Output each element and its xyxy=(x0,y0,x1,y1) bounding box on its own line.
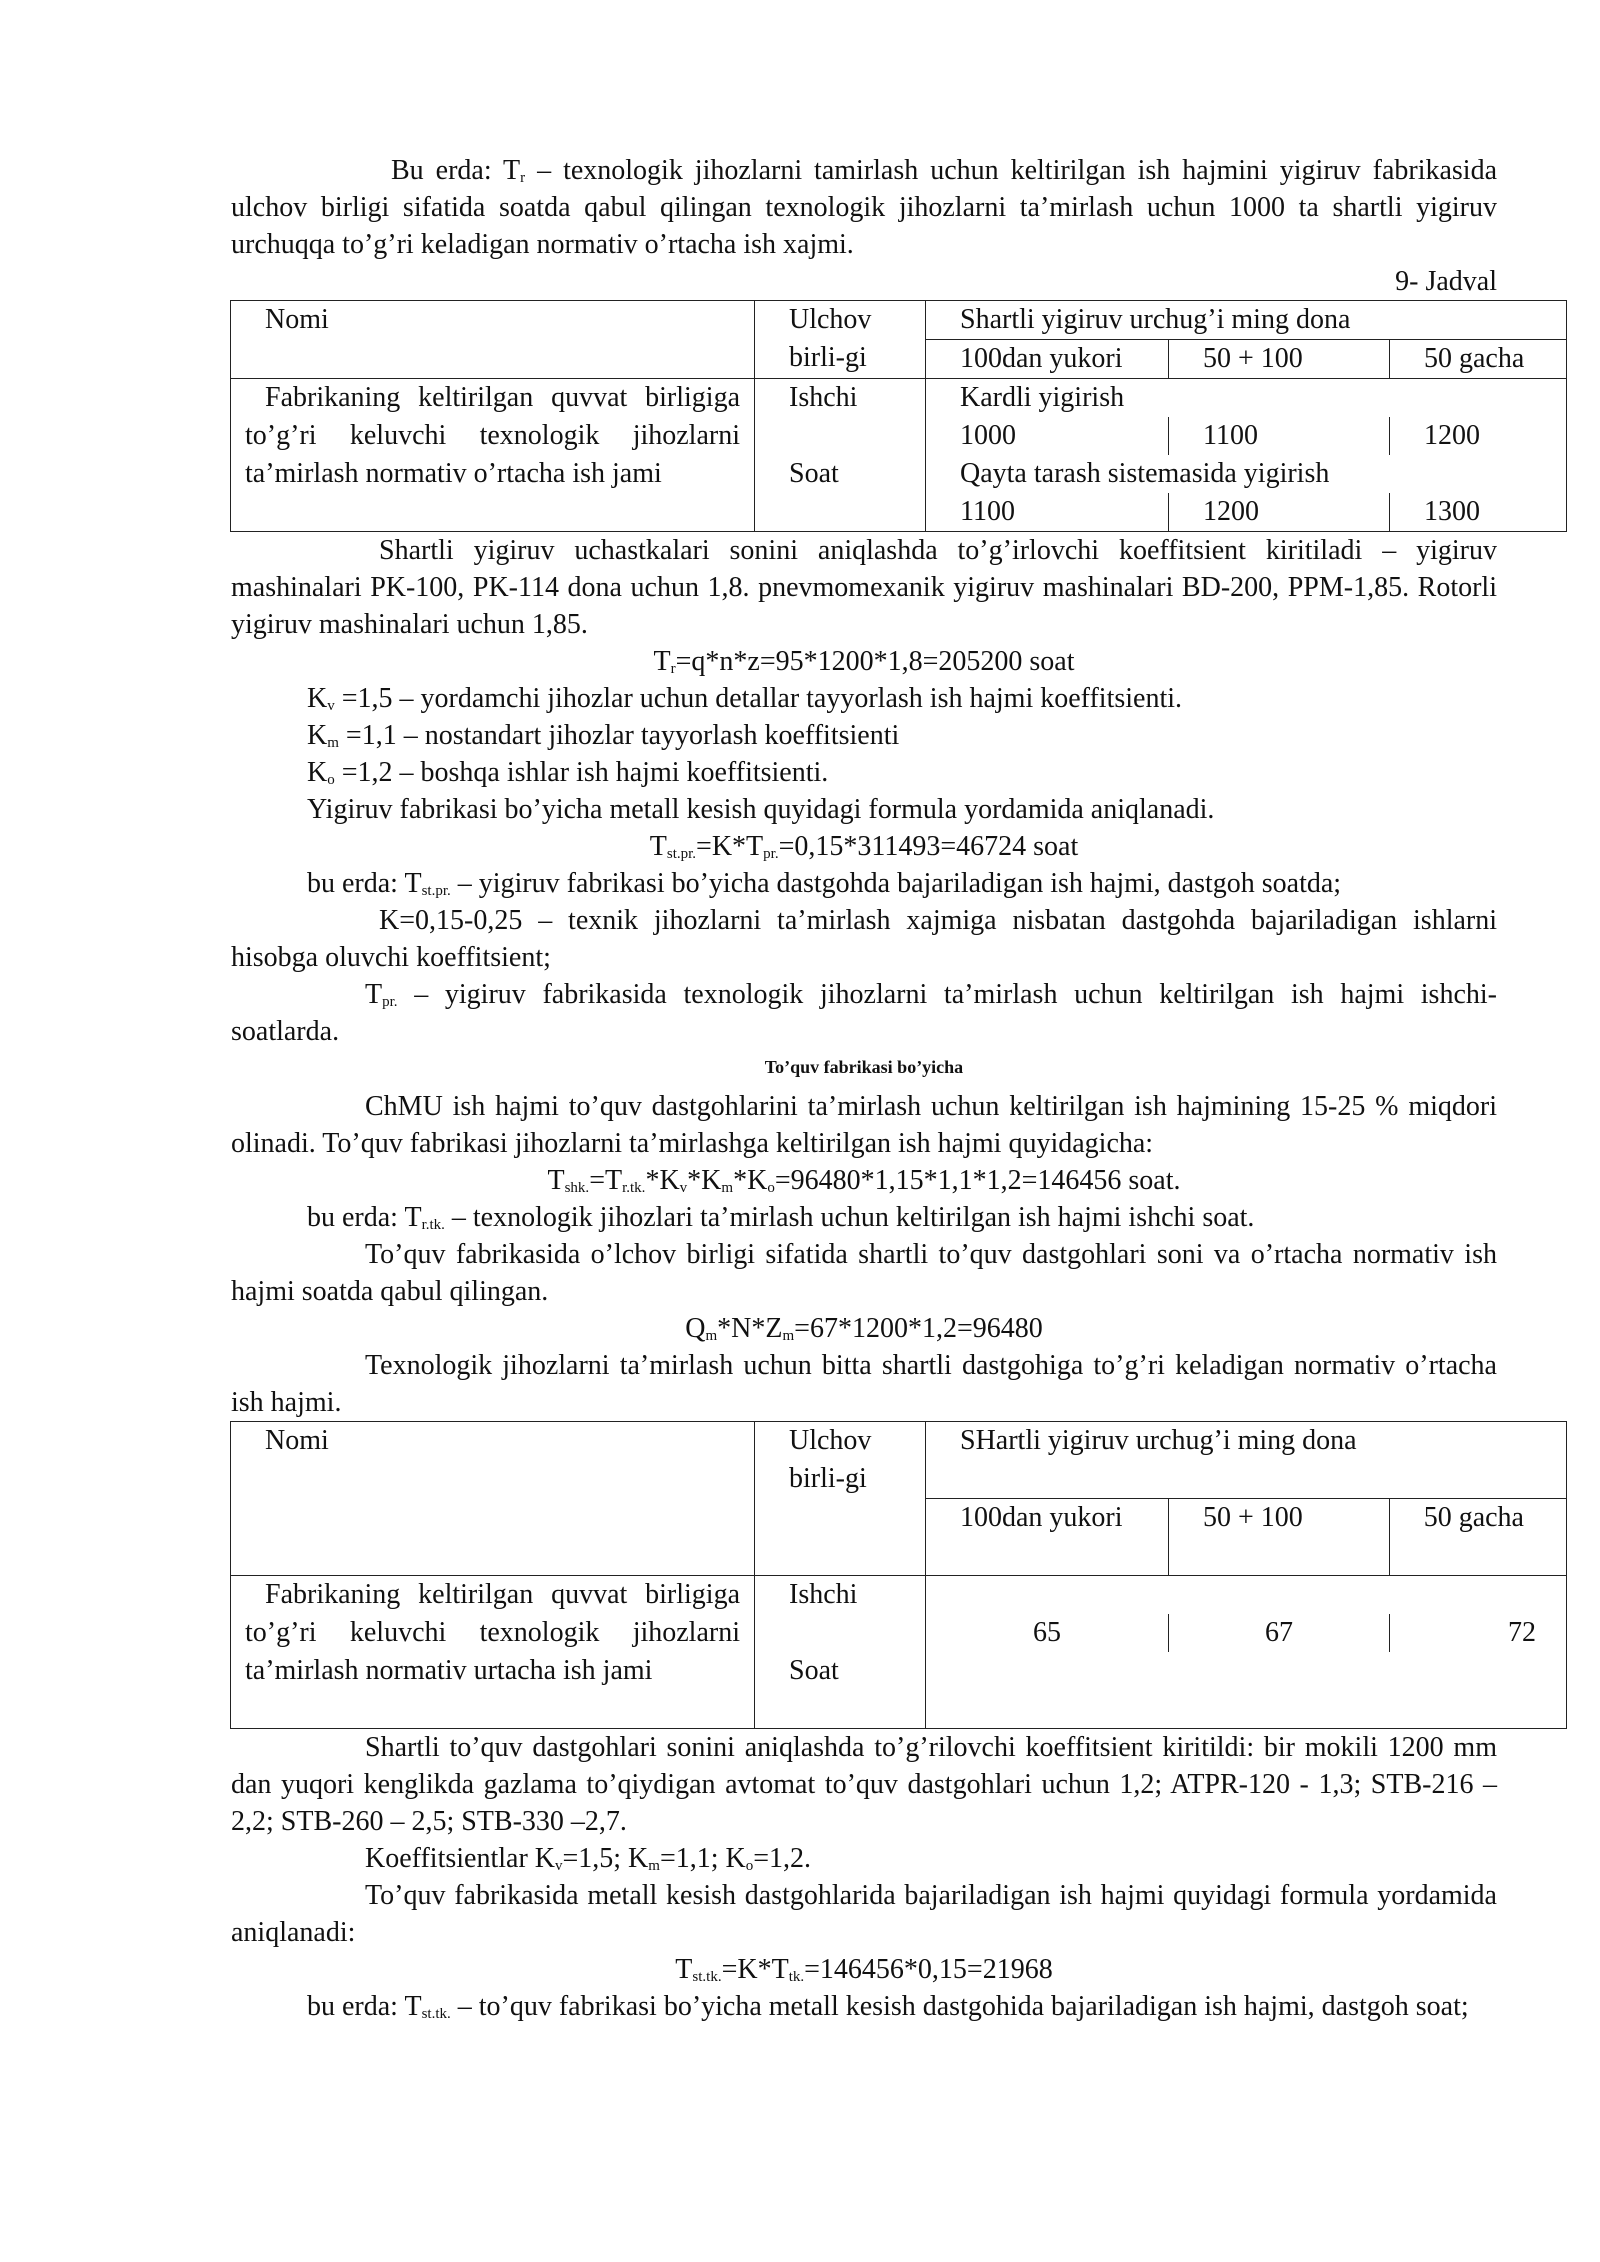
paragraph-13: To’quv fabrikasida metall kesish dastgohlarida bajariladigan ish hajmi quyidagi formula yordamida aniqlanadi: xyxy=(231,1880,1497,1948)
row-values xyxy=(926,379,1567,532)
text: – yigiruv fabrikasi bo’yicha dastgohda bajariladigan ish hajmi, dastgoh soatda; xyxy=(450,868,1342,899)
sub1-label: Kardli yigirish xyxy=(960,382,1125,413)
header-col-3: 50 gacha xyxy=(1424,343,1525,374)
formula-4 xyxy=(231,1310,1497,1347)
text: K xyxy=(307,757,328,788)
text: =K*T xyxy=(721,1954,789,1985)
coef-ko xyxy=(231,754,1497,791)
section-title: To’quv fabrikasi bo’yicha xyxy=(764,1057,964,1077)
row-values xyxy=(926,1576,1567,1729)
sub1-values xyxy=(926,417,1566,455)
subscript: st.tk. xyxy=(421,2006,451,2022)
text: – to’quv fabrikasi bo’yicha metall kesish dastgohida bajariladigan ish hajmi, dastgoh soat; xyxy=(450,1991,1469,2022)
text: K xyxy=(307,683,328,714)
header-nomi: Nomi xyxy=(231,1422,755,1576)
header-nomi: Nomi xyxy=(231,301,755,379)
paragraph-9: To’quv fabrikasida o’lchov birligi sifatida shartli to’quv dastgohlari soni va o’rtacha normativ ish hajmi soatda qabul qilingan. xyxy=(231,1239,1497,1307)
text: Koeffitsientlar K xyxy=(365,1843,555,1874)
table-2 xyxy=(230,1421,1567,1729)
subscript: pr. xyxy=(763,846,779,862)
paragraph-5: K=0,15-0,25 – texnik jihozlarni ta’mirlash xajmiga nisbatan dastgohda bajariladigan ishlarni hisobga oluvchi koeffitsient; xyxy=(231,905,1497,973)
formula-1 xyxy=(231,643,1497,680)
text: – texnologik jihozlari ta’mirlash uchun keltirilgan ish hajmi ishchi soat. xyxy=(444,1202,1255,1233)
text: =1,1 – nostandart jihozlar tayyorlash koeffitsienti xyxy=(338,720,900,751)
text: =T xyxy=(589,1165,623,1196)
unit-bottom: Soat xyxy=(789,458,839,489)
subscript: pr. xyxy=(382,994,398,1010)
text: =1,5; K xyxy=(562,1843,649,1874)
table-1 xyxy=(230,300,1567,532)
paragraph-12 xyxy=(231,1840,1497,1877)
text: =96480*1,15*1,1*1,2=146456 soat. xyxy=(774,1165,1181,1196)
subscript: tk. xyxy=(788,1969,805,1985)
text: – yigiruv fabrikasida texnologik jihozlarni ta’mirlash uchun keltirilgan ish hajmi ishchi-soatlarda. xyxy=(231,979,1497,1047)
value: 1300 xyxy=(1424,496,1480,527)
table-1-caption: 9- Jadval xyxy=(1395,266,1497,297)
text: K xyxy=(307,720,328,751)
subscript: r.tk. xyxy=(421,1217,445,1233)
text: Q xyxy=(685,1313,706,1344)
value: 65 xyxy=(926,1614,1169,1652)
text: Bu erda: T xyxy=(391,155,521,186)
text: – texnologik jihozlarni tamirlash uchun keltirilgan ish hajmini yigiruv fabrikasida ulchov birligi sifatida soatda qabul qilingan texnologik jihozlarni ta’mirlash uchun 1000 ta shartli yigiruv urchuqqa to’g’ri keladigan normativ o’rtacha ish xajmi. xyxy=(231,155,1498,260)
header-unit: Ulchov birli-gi xyxy=(755,1422,926,1576)
unit-bottom: Soat xyxy=(789,1655,839,1686)
header-unit: Ulchov birli-gi xyxy=(755,301,926,379)
text: *N*Z xyxy=(717,1313,783,1344)
subscript: v xyxy=(327,698,335,714)
value: 72 xyxy=(1508,1617,1536,1648)
document-page xyxy=(231,152,1536,2025)
text: T xyxy=(649,831,667,862)
row-unit xyxy=(755,379,926,532)
text: *K xyxy=(733,1165,768,1196)
paragraph-6 xyxy=(231,976,1497,1050)
text: =1,5 – yordamchi jihozlar uchun detallar tayyorlash ish hajmi koeffitsienti. xyxy=(334,683,1183,714)
subscript: m xyxy=(782,1328,795,1344)
row-name: Fabrikaning keltirilgan quvvat birligiga to’g’ri keluvchi texnologik jihozlarni ta’mirlash normativ o’rtacha ish jami xyxy=(231,379,755,532)
paragraph-3: Yigiruv fabrikasi bo’yicha metall kesish quyidagi formula yordamida aniqlanadi. xyxy=(307,794,1215,825)
subscript: m xyxy=(705,1328,718,1344)
subscript: st.pr. xyxy=(421,883,451,899)
subscript: o xyxy=(745,1858,754,1874)
subscript: r.tk. xyxy=(622,1180,646,1196)
paragraph-1 xyxy=(231,152,1497,263)
unit-top: Ishchi xyxy=(789,1579,858,1610)
value: 67 xyxy=(1169,1614,1390,1652)
subscript: m xyxy=(648,1858,660,1874)
text: =146456*0,15=21968 xyxy=(804,1954,1053,1985)
text: =q*n*z=95*1200*1,8=205200 soat xyxy=(675,646,1075,677)
header-subcols xyxy=(926,1499,1567,1576)
paragraph-7: ChMU ish hajmi to’quv dastgohlarini ta’mirlash uchun keltirilgan ish hajmining 15-25 % miqdori olinadi. To’quv fabrikasi jihozlarni ta’mirlashga keltirilgan ish hajmi quyidagicha: xyxy=(231,1091,1497,1159)
coef-kv xyxy=(231,680,1497,717)
text: *K xyxy=(645,1165,680,1196)
text: =67*1200*1,2=96480 xyxy=(794,1313,1043,1344)
text: bu erda: T xyxy=(307,868,422,899)
header-col-1: 100dan yukori xyxy=(926,1499,1169,1575)
formula-3 xyxy=(231,1162,1497,1199)
subscript: m xyxy=(721,1180,734,1196)
text: T xyxy=(653,646,671,677)
subscript: st.tk. xyxy=(692,1969,722,1985)
text: *K xyxy=(687,1165,722,1196)
header-subcols xyxy=(926,340,1567,379)
header-col-3: 50 gacha xyxy=(1423,1502,1524,1533)
subscript: r xyxy=(520,170,526,186)
text: T xyxy=(547,1165,565,1196)
text: bu erda: T xyxy=(307,1202,422,1233)
header-group: Shartli yigiruv urchug’i ming dona xyxy=(926,301,1567,340)
paragraph-2: Shartli yigiruv uchastkalari sonini aniqlashda to’g’irlovchi koeffitsient kiritiladi – yigiruv mashinalari PK-100, PK-114 dona uchun 1,8. pnevmomexanik yigiruv mashinalari BD-200, PPM-1,85. Rotorli yigiruv mashinalari uchun 1,85. xyxy=(231,535,1497,640)
unit-top: Ishchi xyxy=(789,382,858,413)
value: 1100 xyxy=(926,493,1169,531)
subscript: m xyxy=(327,735,339,751)
subscript: shk. xyxy=(564,1180,590,1196)
paragraph-11: Shartli to’quv dastgohlari sonini aniqlashda to’g’rilovchi koeffitsient kiritildi: bir mokili 1200 mm dan yuqori kenglikda gazlama to’qiydigan avtomat to’quv dastgohlari uchun 1,2; ATPR-120 - 1,3; STB-216 – 2,2; STB-260 – 2,5; STB-330 –2,7. xyxy=(231,1732,1497,1837)
subscript: r xyxy=(670,661,676,677)
row-name: Fabrikaning keltirilgan quvvat birligiga to’g’ri keluvchi texnologik jihozlarni ta’mirlash normativ urtacha ish jami xyxy=(231,1576,755,1729)
value: 1200 xyxy=(1169,493,1390,531)
coef-km xyxy=(231,717,1497,754)
paragraph-4 xyxy=(231,865,1497,902)
header-group: SHartli yigiruv urchug’i ming dona xyxy=(926,1422,1567,1499)
text: =0,15*311493=46724 soat xyxy=(778,831,1079,862)
sub2-values xyxy=(926,493,1566,531)
text: =1,2. xyxy=(753,1843,812,1874)
paragraph-10: Texnologik jihozlarni ta’mirlash uchun bitta shartli dastgohiga to’g’ri keladigan normativ o’rtacha ish hajmi. xyxy=(231,1350,1497,1418)
subscript: st.pr. xyxy=(666,846,697,862)
value: 1000 xyxy=(926,417,1169,455)
text: =1,2 – boshqa ishlar ish hajmi koeffitsienti. xyxy=(334,757,829,788)
text: =K*T xyxy=(696,831,764,862)
header-col-2: 50 + 100 xyxy=(1169,1499,1390,1575)
formula-2 xyxy=(231,828,1497,865)
text: bu erda: T xyxy=(307,1991,422,2022)
value: 1100 xyxy=(1169,417,1390,455)
value: 1200 xyxy=(1424,420,1480,451)
paragraph-8 xyxy=(231,1199,1497,1236)
subscript: v xyxy=(554,1858,563,1874)
subscript: o xyxy=(327,772,335,788)
header-col-1: 100dan yukori xyxy=(926,340,1169,378)
subscript: v xyxy=(679,1180,688,1196)
sub2-label: Qayta tarash sistemasida yigirish xyxy=(960,458,1330,489)
text: T xyxy=(675,1954,693,1985)
row-unit xyxy=(755,1576,926,1729)
paragraph-14 xyxy=(231,1988,1497,2025)
text: =1,1; K xyxy=(659,1843,746,1874)
formula-5 xyxy=(231,1951,1497,1988)
values-row xyxy=(926,1614,1566,1728)
subscript: o xyxy=(767,1180,775,1196)
header-col-2: 50 + 100 xyxy=(1169,340,1390,378)
text: T xyxy=(365,979,383,1010)
